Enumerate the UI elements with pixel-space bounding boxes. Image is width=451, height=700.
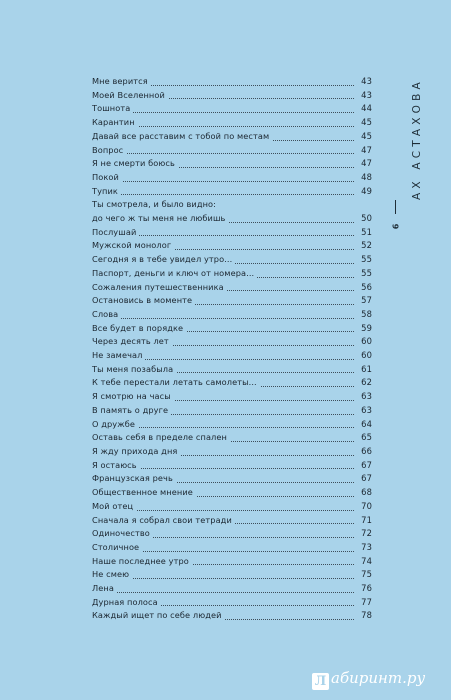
toc-entry-page: 73 [358, 541, 372, 555]
toc-entry [92, 267, 372, 281]
toc-entry-page: 59 [358, 322, 372, 336]
toc-entry-title: Давай все расставим с тобой по местам [92, 131, 272, 141]
toc-entry-page: 67 [358, 472, 372, 486]
toc-entry [92, 568, 372, 582]
page-number: 6 [391, 223, 401, 230]
toc-entry [92, 144, 372, 158]
toc-entry-title: Я остаюсь [92, 460, 140, 470]
toc-entry-title: Карантин [92, 117, 138, 127]
toc-entry-page: 60 [358, 335, 372, 349]
toc-entry [92, 445, 372, 459]
toc-entry-title: Мужской монолог [92, 240, 174, 250]
toc-entry [92, 376, 372, 390]
toc-entry-title: Все будет в порядке [92, 323, 186, 333]
toc-entry-page: 70 [358, 500, 372, 514]
toc-entry-page: 45 [358, 130, 372, 144]
toc-entry [92, 363, 372, 377]
toc-entry-page: 45 [358, 116, 372, 130]
toc-entry-page: 44 [358, 102, 372, 116]
toc-entry [92, 349, 372, 363]
toc-entry-title: Покой [92, 172, 122, 182]
toc-entry-title: Тошнота [92, 103, 133, 113]
toc-entry-title: Оставь себя в пределе спален [92, 432, 230, 442]
toc-entry-title: Не замечал [92, 350, 145, 360]
dot-leader [92, 592, 354, 593]
toc-entry-title: Паспорт, деньги и ключ от номера... [92, 268, 257, 278]
toc-entry-title: Каждый ищет по себе людей [92, 610, 225, 620]
toc-entry-page: 64 [358, 418, 372, 432]
toc-entry [92, 322, 372, 336]
toc-entry-page: 55 [358, 267, 372, 281]
toc-entry-page: 76 [358, 582, 372, 596]
toc-entry-title: Мне верится [92, 76, 151, 86]
toc-entry-page: 50 [358, 212, 372, 226]
watermark-badge-icon: Л [312, 673, 329, 690]
toc-entry [92, 185, 372, 199]
toc-entry-page: 62 [358, 376, 372, 390]
toc-entry [92, 431, 372, 445]
toc-entry [92, 486, 372, 500]
toc-entry-title: Слова [92, 309, 121, 319]
toc-entry-continuation [92, 212, 372, 226]
toc-entry-page: 78 [358, 609, 372, 623]
toc-entry-title: К тебе перестали летать самолеты... [92, 377, 260, 387]
toc-entry-page: 66 [358, 445, 372, 459]
running-head-divider [395, 200, 396, 214]
toc-entry [92, 157, 372, 171]
toc-entry [92, 308, 372, 322]
toc-entry-title: Я смотрю на часы [92, 391, 174, 401]
toc-entry [92, 198, 372, 225]
toc-entry-page: 63 [358, 390, 372, 404]
toc-entry [92, 555, 372, 569]
toc-entry-page: 72 [358, 527, 372, 541]
toc-entry [92, 500, 372, 514]
toc-entry-title: Тупик [92, 186, 121, 196]
toc-entry [92, 582, 372, 596]
toc-entry-page: 77 [358, 596, 372, 610]
toc-entry [92, 253, 372, 267]
toc-entry-title: Сегодня я в тебе увидел утро... [92, 254, 235, 264]
toc-entry-title: Остановись в моменте [92, 295, 195, 305]
toc-entry [92, 418, 372, 432]
toc-entry-page: 56 [358, 281, 372, 295]
toc-entry-title: В память о друге [92, 405, 171, 415]
toc-entry-page: 63 [358, 404, 372, 418]
toc-entry-title: Столичное [92, 542, 142, 552]
toc-entry [92, 171, 372, 185]
toc-entry [92, 527, 372, 541]
toc-entry-page: 43 [358, 75, 372, 89]
toc-entry-page: 60 [358, 349, 372, 363]
toc-entry [92, 335, 372, 349]
toc-entry-page: 49 [358, 185, 372, 199]
toc-entry-title: Общественное мнение [92, 487, 196, 497]
toc-entry-title: Дурная полоса [92, 597, 161, 607]
toc-entry-page: 48 [358, 171, 372, 185]
table-of-contents [92, 75, 372, 623]
toc-entry [92, 75, 372, 89]
dot-leader [92, 318, 354, 319]
toc-entry [92, 130, 372, 144]
toc-entry [92, 281, 372, 295]
toc-entry-page: 58 [358, 308, 372, 322]
toc-entry-page: 47 [358, 157, 372, 171]
toc-entry-page: 51 [358, 226, 372, 240]
toc-entry [92, 89, 372, 103]
toc-entry [92, 116, 372, 130]
author-running-head: АХ АСТАХОВА [411, 78, 423, 200]
toc-entry-page: 52 [358, 239, 372, 253]
toc-entry-title: Через десять лет [92, 336, 172, 346]
toc-entry-title: Вопрос [92, 145, 126, 155]
dot-leader [92, 153, 354, 154]
toc-entry-title: Одиночество [92, 528, 153, 538]
watermark-logo [312, 666, 447, 690]
watermark-text: абиринт.ру [331, 669, 426, 687]
toc-entry [92, 102, 372, 116]
toc-entry-title: Послушай [92, 227, 139, 237]
toc-entry-title: Моей Вселенной [92, 90, 168, 100]
toc-entry [92, 541, 372, 555]
toc-entry-title: Я жду прихода дня [92, 446, 180, 456]
toc-entry [92, 294, 372, 308]
toc-entry-title: Не смею [92, 569, 132, 579]
dot-leader [92, 194, 354, 195]
toc-entry-page: 65 [358, 431, 372, 445]
toc-entry [92, 514, 372, 528]
toc-entry-page: 47 [358, 144, 372, 158]
toc-entry-title: Ты смотрела, и было видно: [92, 199, 217, 210]
toc-entry-title: О дружбе [92, 419, 138, 429]
toc-entry [92, 472, 372, 486]
toc-entry [92, 239, 372, 253]
toc-entry-page: 68 [358, 486, 372, 500]
toc-entry [92, 459, 372, 473]
toc-entry-title: Ты меня позабыла [92, 364, 176, 374]
toc-entry-page: 43 [358, 89, 372, 103]
toc-entry-page: 67 [358, 459, 372, 473]
toc-entry [92, 609, 372, 623]
toc-entry-title: Сначала я собрал свои тетради [92, 515, 235, 525]
toc-entry-title: Мой отец [92, 501, 136, 511]
toc-entry-page: 61 [358, 363, 372, 377]
dot-leader [92, 181, 354, 182]
toc-entry-page: 57 [358, 294, 372, 308]
toc-entry [92, 226, 372, 240]
toc-entry-title: Я не смерти боюсь [92, 158, 178, 168]
toc-entry [92, 404, 372, 418]
toc-entry-page: 55 [358, 253, 372, 267]
toc-entry [92, 390, 372, 404]
toc-entry-page: 71 [358, 514, 372, 528]
toc-entry-title: Лена [92, 583, 117, 593]
toc-entry [92, 596, 372, 610]
toc-entry-title: Сожаления путешественника [92, 282, 227, 292]
toc-entry-title: Французская речь [92, 473, 176, 483]
toc-entry-title: Наше последнее утро [92, 556, 192, 566]
toc-entry-page: 74 [358, 555, 372, 569]
toc-entry-page: 75 [358, 568, 372, 582]
toc-entry-title-line2: до чего ж ты меня не любишь [92, 213, 228, 223]
